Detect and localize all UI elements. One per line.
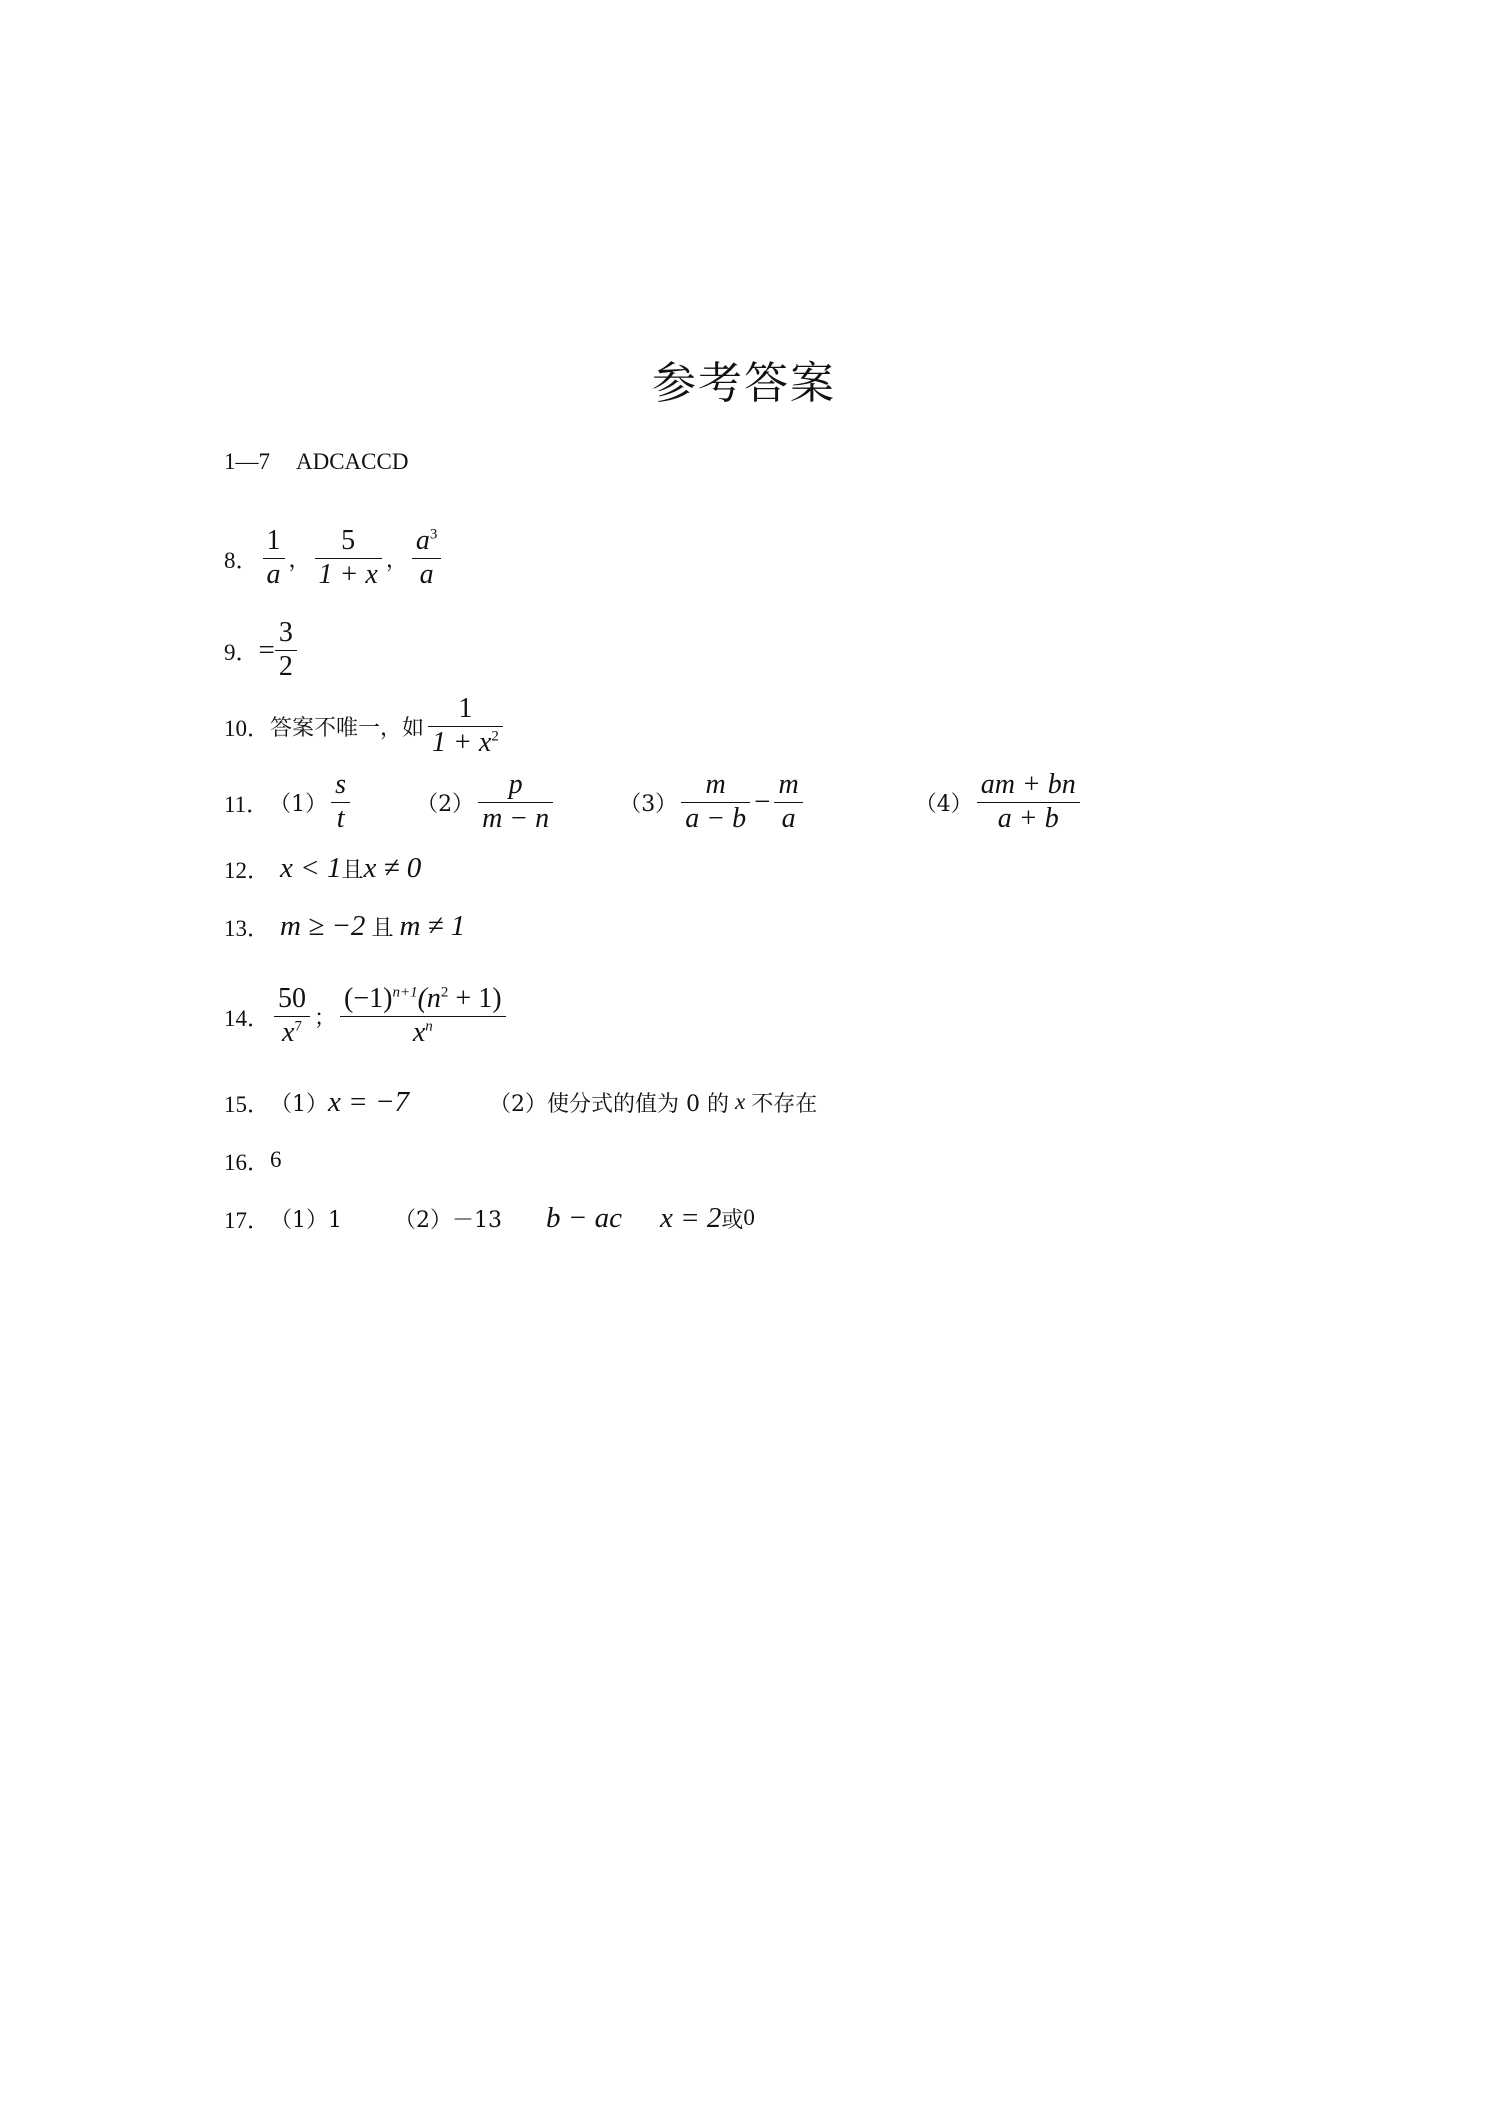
answer-17: 17． （1）1 （2）－13 b − ac x = 2 或 0	[224, 1201, 755, 1234]
fraction: $\frac{50}{x^7}$	[274, 983, 310, 1048]
fraction: $\frac{p}{m - n}$	[478, 769, 553, 834]
fraction: $\frac{3}{2}$	[275, 617, 297, 682]
answer-14: 14． $\frac{50}{x^7}$ ； $\frac{(-1)^{n+1}(n^2 + 1)}{x^n}$	[224, 978, 510, 1054]
answer-label: 1—7	[224, 449, 270, 474]
fraction: $\frac{5}{1 + x}$	[315, 525, 382, 590]
fraction: $\frac{m}{a - b}$	[681, 769, 750, 834]
answer-9: 9． = $\frac{3}{2}$	[224, 614, 301, 686]
answer-15: 15． （1） x = −7 （2）使分式的值为 0 的 x 不存在	[224, 1085, 818, 1118]
fraction: $\frac{1}{a}$	[263, 525, 285, 590]
answer-label: 13．	[224, 915, 270, 941]
fraction: $\frac{1}{1 + x^2}$	[428, 693, 503, 758]
page-title: 参考答案	[652, 358, 836, 409]
answer-value: ADCACCD	[296, 449, 409, 474]
answer-label: 17．	[224, 1207, 270, 1233]
answer-11: 11． （1） $\frac{s}{t}$ （2） $\frac{p}{m - n}$ （3） $\frac{m}{a - b}$ − $\frac{m}{a}$ （4） $\frac{am + bn}{a + b}$	[224, 766, 1084, 838]
answer-label: 9．	[224, 639, 259, 665]
fraction: $\frac{m}{a}$	[774, 769, 802, 834]
answer-label: 14．	[224, 1005, 270, 1031]
answer-16: 16． 6	[224, 1130, 282, 1190]
answer-label: 15．	[224, 1091, 270, 1117]
fraction: $\frac{a^3}{a}$	[412, 525, 442, 590]
fraction: $\frac{s}{t}$	[331, 769, 350, 834]
answer-8: 8． $\frac{1}{a}$ ， $\frac{5}{1 + x}$ ， $\frac{a^3}{a}$	[224, 522, 445, 594]
fraction: $\frac{(-1)^{n+1}(n^2 + 1)}{x^n}$	[340, 983, 506, 1048]
answer-label: 11．	[224, 791, 270, 817]
answer-10: 10． 答案不唯一，如 $\frac{1}{1 + x^2}$	[224, 690, 507, 762]
answer-label: 12．	[224, 857, 270, 883]
answer-12: 12． x < 1 且 x ≠ 0	[224, 851, 422, 884]
answer-1-7	[224, 432, 408, 492]
answer-13: 13． m ≥ −2 且 m ≠ 1	[224, 909, 466, 942]
answer-label: 10．	[224, 715, 270, 741]
answer-label: 16．	[224, 1149, 270, 1175]
answer-label: 8．	[224, 547, 259, 573]
fraction: $\frac{am + bn}{a + b}$	[977, 769, 1080, 834]
